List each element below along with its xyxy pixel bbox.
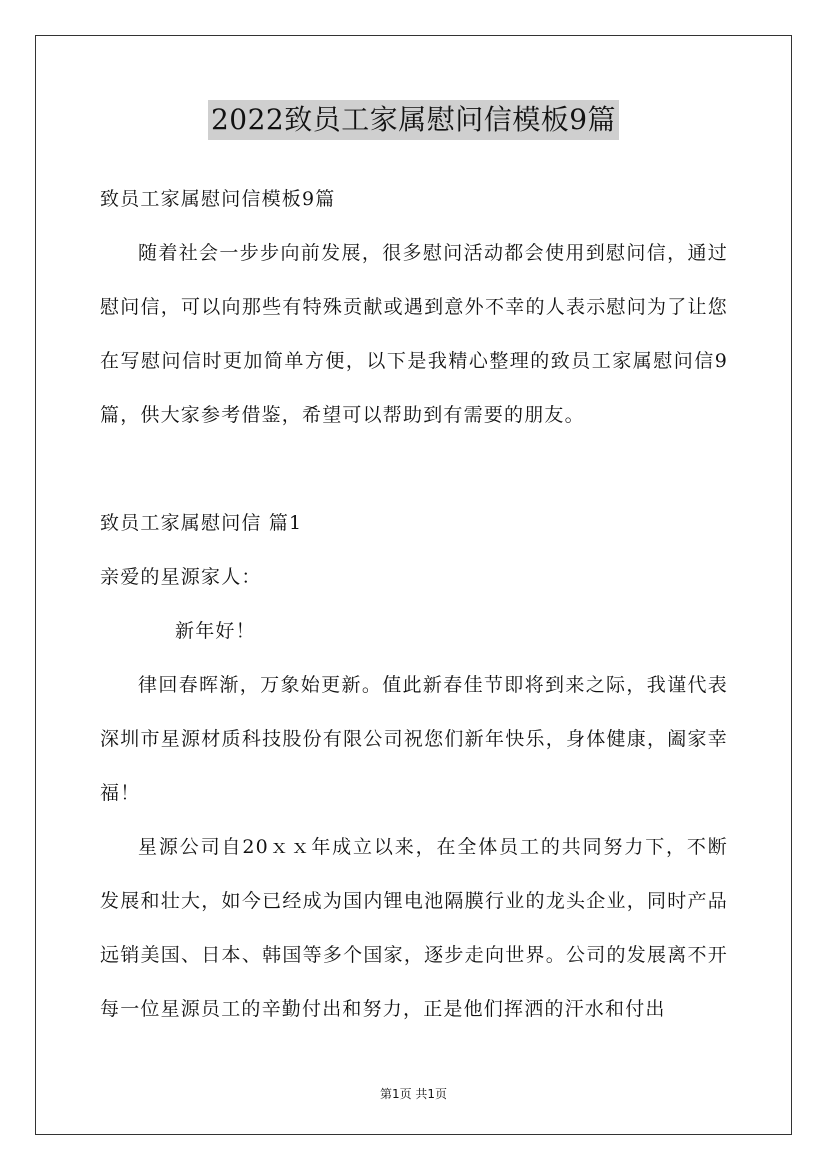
salutation: 亲爱的星源家人： (100, 566, 262, 588)
spacer (100, 442, 728, 496)
greeting: 新年好！ (175, 620, 256, 642)
body-paragraph-2: 星源公司自20ｘｘ年成立以来，在全体员工的共同努力下，不断发展和壮大，如今已经成为国内锂电池隔膜行业的龙头企业，同时产品远销美国、日本、韩国等多个国家，逐步走向世界。公司的发展离不开每一位星源员工的辛勤付出和努力，正是他们挥洒的汗水和付出 (100, 836, 728, 1020)
document-body (100, 172, 728, 1036)
intro-paragraph: 随着社会一步步向前发展，很多慰问活动都会使用到慰问信，通过慰问信，可以向那些有特殊贡献或遇到意外不幸的人表示慰问为了让您在写慰问信时更加简单方便，以下是我精心整理的致员工家属慰问信9篇，供大家参考借鉴，希望可以帮助到有需要的朋友。 (100, 242, 728, 426)
title-container (0, 100, 827, 140)
body-paragraph-1: 律回春晖渐，万象始更新。值此新春佳节即将到来之际，我谨代表深圳市星源材质科技股份有限公司祝您们新年快乐，身体健康，阖家幸福！ (100, 674, 728, 804)
page-footer: 第1页 共1页 (379, 1087, 448, 1101)
document-subtitle: 致员工家属慰问信模板9篇 (100, 188, 336, 210)
document-title: 2022致员工家属慰问信模板9篇 (208, 100, 619, 140)
section-heading: 致员工家属慰问信 篇1 (100, 512, 303, 534)
